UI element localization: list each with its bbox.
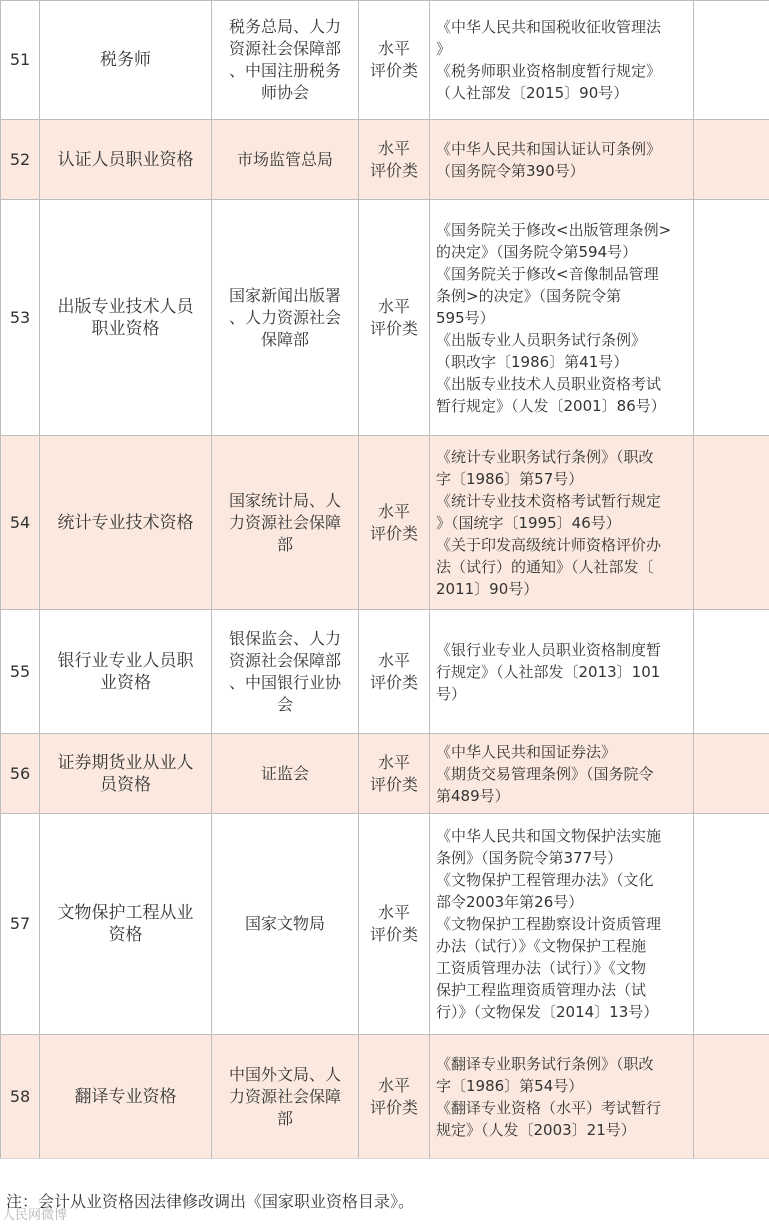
row-number: 51 (1, 1, 40, 120)
legal-basis-line: 《文物保护工程管理办法》（文化 (436, 869, 689, 891)
row-number: 54 (1, 436, 40, 610)
legal-basis-line: 《出版专业技术人员职业资格考试 (436, 373, 689, 395)
qualification-name (40, 120, 212, 200)
row-number: 55 (1, 610, 40, 734)
legal-basis-line: 暂行规定》（人发〔2001〕86号） (436, 395, 689, 417)
implementing-department (212, 1035, 359, 1159)
legal-basis-line: 595号） (436, 307, 689, 329)
implementing-department (212, 734, 359, 814)
remarks-cell (694, 610, 769, 734)
implementing-department-line: 、中国银行业协 (218, 672, 352, 694)
qualification-type (359, 734, 430, 814)
legal-basis-line: 法（试行）的通知》（人社部发〔 (436, 556, 689, 578)
row-number: 58 (1, 1035, 40, 1159)
legal-basis-line: 行规定》（人社部发〔2013〕101 (436, 661, 689, 683)
qualification-name (40, 200, 212, 436)
qualification-type (359, 610, 430, 734)
legal-basis-line: 《银行业专业人员职业资格制度暂 (436, 639, 689, 661)
implementing-department-line: 国家文物局 (218, 913, 352, 935)
qualification-type-line: 水平 (365, 902, 423, 924)
table-row (1, 734, 769, 814)
qualification-name-line: 业资格 (46, 672, 205, 694)
legal-basis-line: 《期货交易管理条例》（国务院令 (436, 763, 689, 785)
legal-basis-line: 《统计专业技术资格考试暂行规定 (436, 490, 689, 512)
legal-basis-line: 《中华人民共和国认证认可条例》 (436, 138, 689, 160)
implementing-department (212, 1, 359, 120)
remarks-cell (694, 814, 769, 1035)
implementing-department-line: 税务总局、人力 (218, 16, 352, 38)
qualification-type-line: 水平 (365, 752, 423, 774)
legal-basis-line: 规定》（人发〔2003〕21号） (436, 1119, 689, 1141)
implementing-department (212, 436, 359, 610)
legal-basis (430, 120, 694, 200)
row-number: 57 (1, 814, 40, 1035)
implementing-department (212, 120, 359, 200)
legal-basis-line: 《文物保护工程勘察设计资质管理 (436, 913, 689, 935)
row-number: 53 (1, 200, 40, 436)
implementing-department-line: 力资源社会保障 (218, 512, 352, 534)
legal-basis-line: 《翻译专业资格（水平）考试暂行 (436, 1097, 689, 1119)
implementing-department-line: 力资源社会保障 (218, 1086, 352, 1108)
qualification-type-line: 评价类 (365, 318, 423, 340)
legal-basis (430, 1035, 694, 1159)
qualification-name (40, 814, 212, 1035)
legal-basis-line: 工资质管理办法（试行）》《文物 (436, 957, 689, 979)
legal-basis-line: （职改字〔1986〕第41号） (436, 351, 689, 373)
implementing-department-line: 资源社会保障部 (218, 38, 352, 60)
legal-basis-line: 条例>的决定》（国务院令第 (436, 285, 689, 307)
qualification-type-line: 评价类 (365, 924, 423, 946)
table-row (1, 120, 769, 200)
implementing-department-line: 市场监管总局 (218, 149, 352, 171)
legal-basis-line: 》（国统字〔1995〕46号） (436, 512, 689, 534)
qualification-name-line: 出版专业技术人员 (46, 296, 205, 318)
legal-basis (430, 734, 694, 814)
legal-basis-line: （国务院令第390号） (436, 160, 689, 182)
remarks-cell (694, 1, 769, 120)
legal-basis-line: 《统计专业职务试行条例》（职改 (436, 446, 689, 468)
remarks-cell (694, 200, 769, 436)
implementing-department-line: 中国外文局、人 (218, 1064, 352, 1086)
legal-basis-line: 《翻译专业职务试行条例》（职改 (436, 1053, 689, 1075)
row-number: 56 (1, 734, 40, 814)
table-row (1, 436, 769, 610)
legal-basis-line: 保护工程监理资质管理办法（试 (436, 979, 689, 1001)
legal-basis-line: 《关于印发高级统计师资格评价办 (436, 534, 689, 556)
implementing-department-line: 、人力资源社会 (218, 307, 352, 329)
qualification-name-line: 证券期货业从业人 (46, 752, 205, 774)
qualification-type-line: 水平 (365, 296, 423, 318)
legal-basis-line: 条例》（国务院令第377号） (436, 847, 689, 869)
qualification-type-line: 评价类 (365, 1097, 423, 1119)
qualification-type-line: 水平 (365, 138, 423, 160)
qualification-name (40, 436, 212, 610)
implementing-department-line: 保障部 (218, 329, 352, 351)
qualification-type-line: 评价类 (365, 672, 423, 694)
watermark-text: 人民网微博 (2, 1204, 67, 1223)
implementing-department-line: 证监会 (218, 763, 352, 785)
implementing-department-line: 国家新闻出版署 (218, 285, 352, 307)
implementing-department-line: 国家统计局、人 (218, 490, 352, 512)
legal-basis-line: 《国务院关于修改<音像制品管理 (436, 263, 689, 285)
qualification-type (359, 436, 430, 610)
table-body (1, 1, 769, 1159)
remarks-cell (694, 436, 769, 610)
qualification-type (359, 814, 430, 1035)
legal-basis-line: 《中华人民共和国证券法》 (436, 741, 689, 763)
table-row (1, 610, 769, 734)
qualification-type-line: 水平 (365, 38, 423, 60)
legal-basis-line: 《中华人民共和国税收征收管理法 (436, 16, 689, 38)
remarks-cell (694, 1035, 769, 1159)
qualification-name-line: 文物保护工程从业 (46, 902, 205, 924)
legal-basis (430, 200, 694, 436)
legal-basis-line: 字〔1986〕第54号） (436, 1075, 689, 1097)
implementing-department (212, 814, 359, 1035)
qualification-name (40, 610, 212, 734)
qualification-name-line: 认证人员职业资格 (46, 149, 205, 171)
table-row (1, 1035, 769, 1159)
legal-basis-line: 《出版专业人员职务试行条例》 (436, 329, 689, 351)
qualification-name-line: 银行业专业人员职 (46, 650, 205, 672)
qualification-name (40, 1035, 212, 1159)
qualification-type-line: 评价类 (365, 523, 423, 545)
table-row (1, 200, 769, 436)
qualification-type (359, 120, 430, 200)
qualification-type (359, 1, 430, 120)
legal-basis-line: （人社部发〔2015〕90号） (436, 82, 689, 104)
implementing-department (212, 200, 359, 436)
implementing-department-line: 部 (218, 1108, 352, 1130)
table-row (1, 1, 769, 120)
qualification-name (40, 734, 212, 814)
qualification-type (359, 1035, 430, 1159)
qualification-name-line: 统计专业技术资格 (46, 512, 205, 534)
implementing-department-line: 资源社会保障部 (218, 650, 352, 672)
legal-basis (430, 814, 694, 1035)
implementing-department-line: 部 (218, 534, 352, 556)
legal-basis-line: 《国务院关于修改<出版管理条例> (436, 219, 689, 241)
footnote-text: 注：会计从业资格因法律修改调出《国家职业资格目录》。 (6, 1189, 414, 1212)
legal-basis-line: 行）》（文物保发〔2014〕13号） (436, 1001, 689, 1023)
qualification-name-line: 资格 (46, 924, 205, 946)
implementing-department-line: 、中国注册税务 (218, 60, 352, 82)
row-number: 52 (1, 120, 40, 200)
qualification-name-line: 税务师 (46, 49, 205, 71)
qualification-type-line: 评价类 (365, 160, 423, 182)
legal-basis (430, 610, 694, 734)
legal-basis (430, 1, 694, 120)
qualification-name (40, 1, 212, 120)
qualification-name-line: 职业资格 (46, 318, 205, 340)
qualification-type-line: 水平 (365, 1075, 423, 1097)
qualification-type (359, 200, 430, 436)
legal-basis-line: 2011〕90号） (436, 578, 689, 600)
legal-basis-line: 的决定》（国务院令第594号） (436, 241, 689, 263)
qualification-name-line: 翻译专业资格 (46, 1086, 205, 1108)
legal-basis-line: 字〔1986〕第57号） (436, 468, 689, 490)
table-row (1, 814, 769, 1035)
legal-basis-line: 部令2003年第26号） (436, 891, 689, 913)
qualification-name-line: 员资格 (46, 774, 205, 796)
footnote-area (0, 1158, 769, 1230)
legal-basis-line: 第489号） (436, 785, 689, 807)
legal-basis-line: 办法（试行）》《文物保护工程施 (436, 935, 689, 957)
remarks-cell (694, 734, 769, 814)
qualification-type-line: 水平 (365, 650, 423, 672)
qualification-type-line: 评价类 (365, 774, 423, 796)
qualification-type-line: 水平 (365, 501, 423, 523)
implementing-department-line: 师协会 (218, 82, 352, 104)
qualification-type-line: 评价类 (365, 60, 423, 82)
implementing-department (212, 610, 359, 734)
legal-basis-line: 号） (436, 683, 689, 705)
remarks-cell (694, 120, 769, 200)
legal-basis-line: 《税务师职业资格制度暂行规定》 (436, 60, 689, 82)
implementing-department-line: 银保监会、人力 (218, 628, 352, 650)
implementing-department-line: 会 (218, 694, 352, 716)
legal-basis (430, 436, 694, 610)
legal-basis-line: 《中华人民共和国文物保护法实施 (436, 825, 689, 847)
legal-basis-line: 》 (436, 38, 689, 60)
